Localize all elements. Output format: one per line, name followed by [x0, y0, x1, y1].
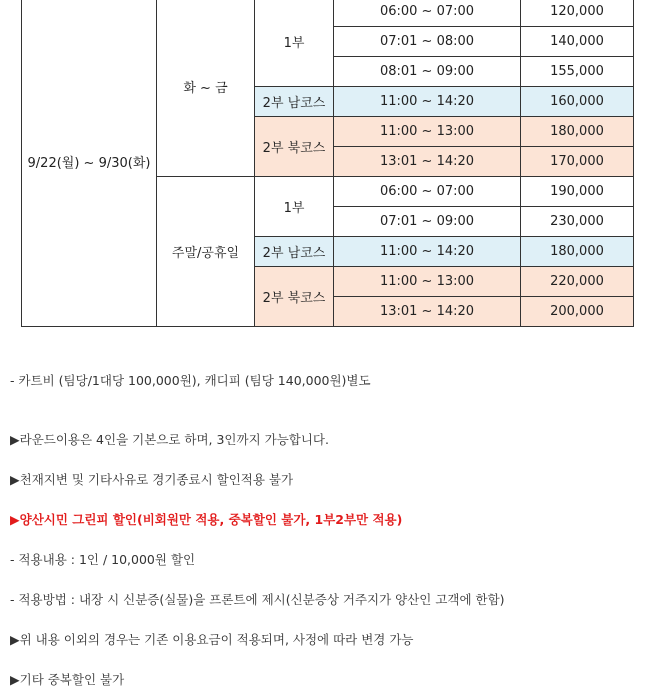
other-note: ▶위 내용 이외의 경우는 기존 이용요금이 적용되며, 사정에 따라 변경 가능 [10, 632, 414, 647]
time-cell: 11:00 ~ 13:00 [334, 267, 521, 297]
cart-caddie-note: - 카트비 (팀당/1대당 100,000원), 캐디피 (팀당 140,000원)별도 [10, 373, 371, 388]
weekday-part1-cell: 1부 [255, 0, 334, 87]
price-cell: 170,000 [521, 147, 634, 177]
price-cell: 230,000 [521, 207, 634, 237]
time-cell: 11:00 ~ 13:00 [334, 117, 521, 147]
weekend-south-course-cell: 2부 남코스 [255, 237, 334, 267]
table-row [22, 0, 634, 27]
time-cell: 07:01 ~ 09:00 [334, 207, 521, 237]
price-cell: 140,000 [521, 27, 634, 57]
time-cell: 08:01 ~ 09:00 [334, 57, 521, 87]
price-cell: 190,000 [521, 177, 634, 207]
price-cell: 180,000 [521, 237, 634, 267]
price-cell: 180,000 [521, 117, 634, 147]
time-cell: 13:01 ~ 14:20 [334, 297, 521, 327]
no-duplicate-note: ▶기타 중복할인 불가 [10, 672, 125, 687]
discount-method-note: - 적용방법 : 내장 시 신분증(실물)을 프론트에 제시(신분증상 거주지가 양산인 고객에 한함) [10, 592, 505, 607]
weather-note: ▶천재지변 및 기타사유로 경기종료시 할인적용 불가 [10, 472, 294, 487]
price-cell: 120,000 [521, 0, 634, 27]
price-cell: 200,000 [521, 297, 634, 327]
period-cell: 9/22(월) ~ 9/30(화) [22, 0, 157, 327]
weekday-north-course-cell: 2부 북코스 [255, 117, 334, 177]
weekend-part1-cell: 1부 [255, 177, 334, 237]
time-cell: 06:00 ~ 07:00 [334, 0, 521, 27]
time-cell: 07:01 ~ 08:00 [334, 27, 521, 57]
time-cell: 13:01 ~ 14:20 [334, 147, 521, 177]
price-cell: 160,000 [521, 87, 634, 117]
price-cell: 220,000 [521, 267, 634, 297]
weekend-cell: 주말/공휴일 [157, 177, 255, 327]
green-fee-table [21, 0, 634, 327]
yangsan-discount-note: ▶양산시민 그린피 할인(비회원만 적용, 중복할인 불가, 1부2부만 적용) [10, 512, 403, 527]
time-cell: 11:00 ~ 14:20 [334, 237, 521, 267]
weekday-south-course-cell: 2부 남코스 [255, 87, 334, 117]
weekend-north-course-cell: 2부 북코스 [255, 267, 334, 327]
weekday-cell: 화 ~ 금 [157, 0, 255, 177]
time-cell: 06:00 ~ 07:00 [334, 177, 521, 207]
discount-detail-note: - 적용내용 : 1인 / 10,000원 할인 [10, 552, 196, 567]
time-cell: 11:00 ~ 14:20 [334, 87, 521, 117]
round-note: ▶라운드이용은 4인을 기본으로 하며, 3인까지 가능합니다. [10, 432, 329, 447]
price-cell: 155,000 [521, 57, 634, 87]
